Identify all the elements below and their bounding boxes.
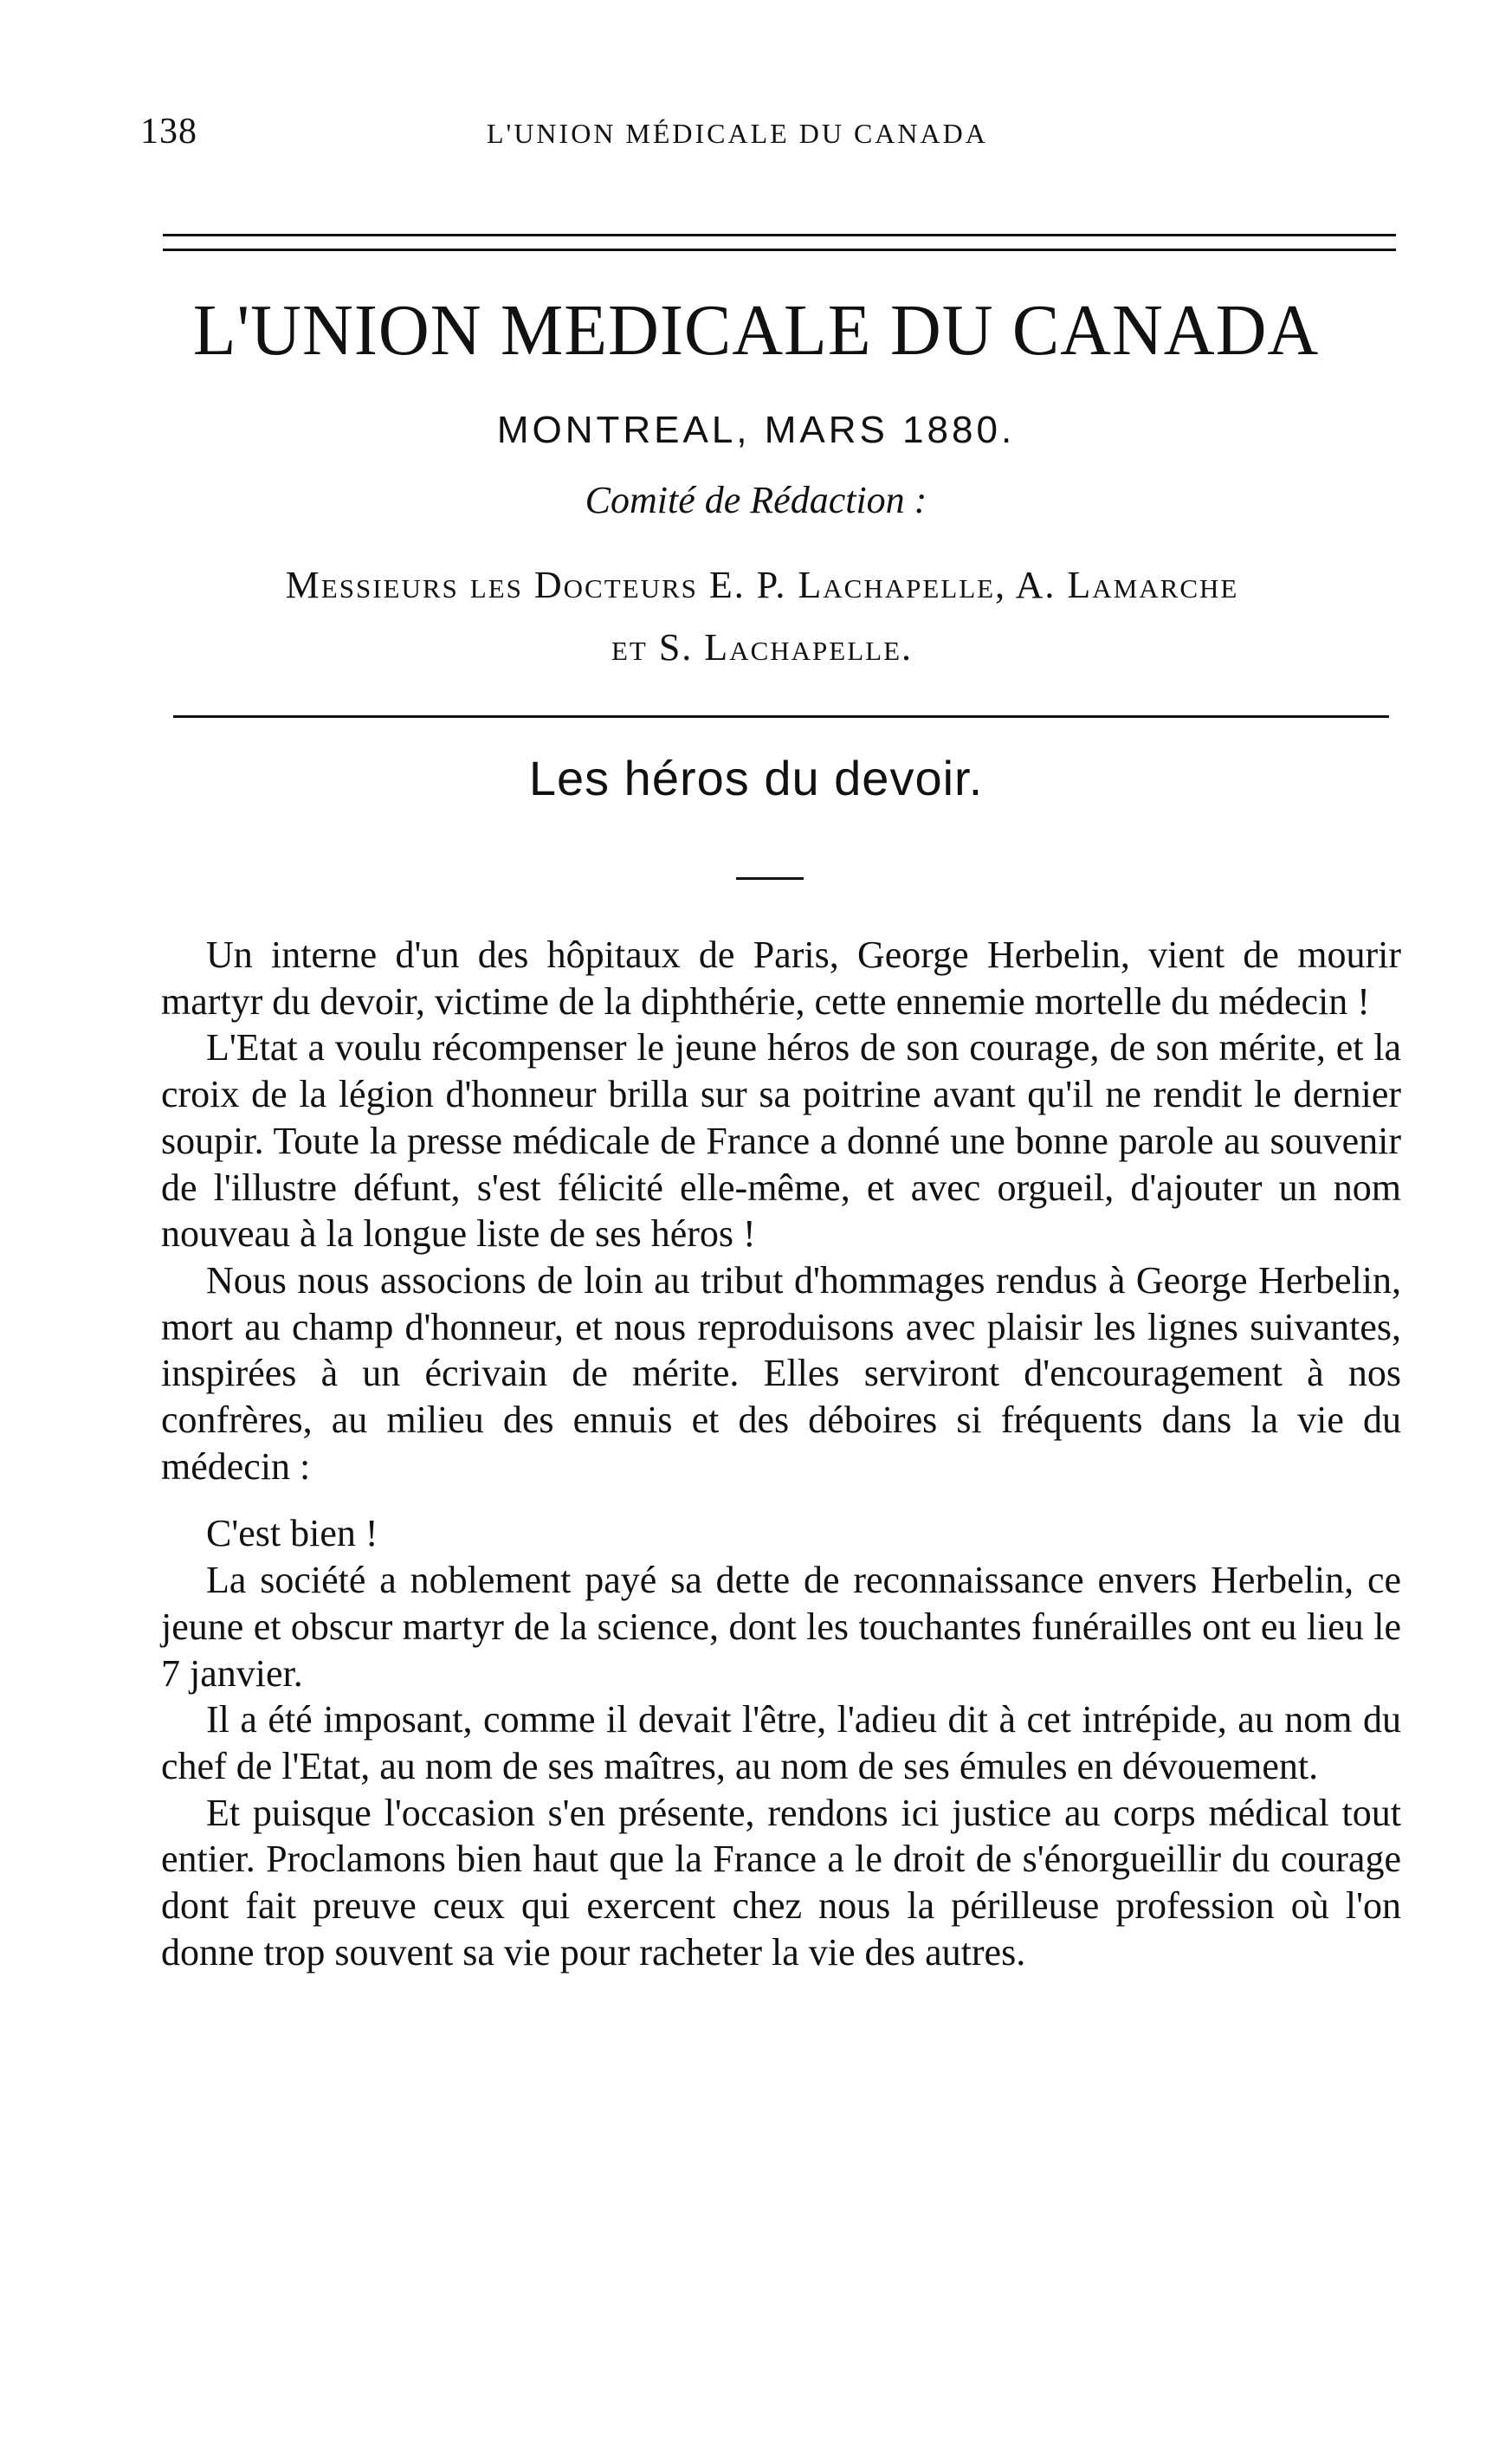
- dateline: MONTREAL, MARS 1880.: [496, 409, 1016, 451]
- running-title: L'UNION MÉDICALE DU CANADA: [487, 118, 988, 149]
- article-title: Les héros du devoir.: [528, 751, 984, 805]
- paragraph-7: Et puisque l'occasion s'en présente, rendons ici justice au corps médical tout entier. Proclamons bien haut que la France a le droit de s'énorgueillir du courage dont fait preuve ceux qui exercent chez nous la périlleuse profession où l'on donne trop souvent sa vie pour racheter la vie des autres.: [161, 1791, 1401, 1974]
- page-number: 138: [140, 112, 197, 152]
- section-rule: [173, 715, 1389, 718]
- running-head: [140, 111, 1405, 163]
- paragraph-2: L'Etat a voulu récompenser le jeune héros de son courage, de son mérite, et la croix de la légion d'honneur brilla sur sa poitrine avant qu'il ne rendit le dernier soupir. Toute la presse médicale de France a donné une bonne parole au souvenir de l'illustre défunt, s'est félicité elle-même, et avec orgueil, d'ajouter un nom nouveau à la longue liste de ses héros !: [161, 1026, 1401, 1256]
- masthead-title: L'UNION MEDICALE DU CANADA: [192, 290, 1320, 371]
- paragraph-3: Nous nous associons de loin au tribut d'hommages rendus à George Herbelin, mort au champ d'honneur, et nous reproduisons avec plaisir les lignes suivantes, inspirées à un écrivain de mérite. Elles serviront d'encouragement à nos confrères, au milieu des ennuis et des déboires si fréquents dans la vie du médecin :: [161, 1258, 1401, 1488]
- paragraph-5: La société a noblement payé sa dette de reconnaissance envers Herbelin, ce jeune et obscur martyr de la science, dont les touchantes funérailles ont eu lieu le 7 janvier.: [161, 1559, 1401, 1695]
- paragraph-1: Un interne d'un des hôpitaux de Paris, George Herbelin, vient de mourir martyr du devoir, victime de la diphthérie, cette ennemie mortelle du médecin !: [161, 934, 1401, 1023]
- double-rule-divider: [163, 234, 1396, 251]
- article-body: [161, 932, 1401, 1975]
- paragraph-4: C'est bien !: [206, 1512, 378, 1555]
- title-short-rule: [736, 877, 804, 880]
- committee-line-1: Messieurs les Docteurs E. P. Lachapelle, A. Lamarche: [285, 564, 1239, 606]
- committee-members: [139, 554, 1386, 679]
- paragraph-6: Il a été imposant, comme il devait l'être, l'adieu dit à cet intrépide, au nom du chef de l'Etat, au nom de ses maîtres, au nom de ses émules en dévouement.: [161, 1698, 1401, 1787]
- committee-line-2: et S. Lachapelle.: [611, 626, 914, 669]
- committee-label: Comité de Rédaction :: [585, 479, 927, 521]
